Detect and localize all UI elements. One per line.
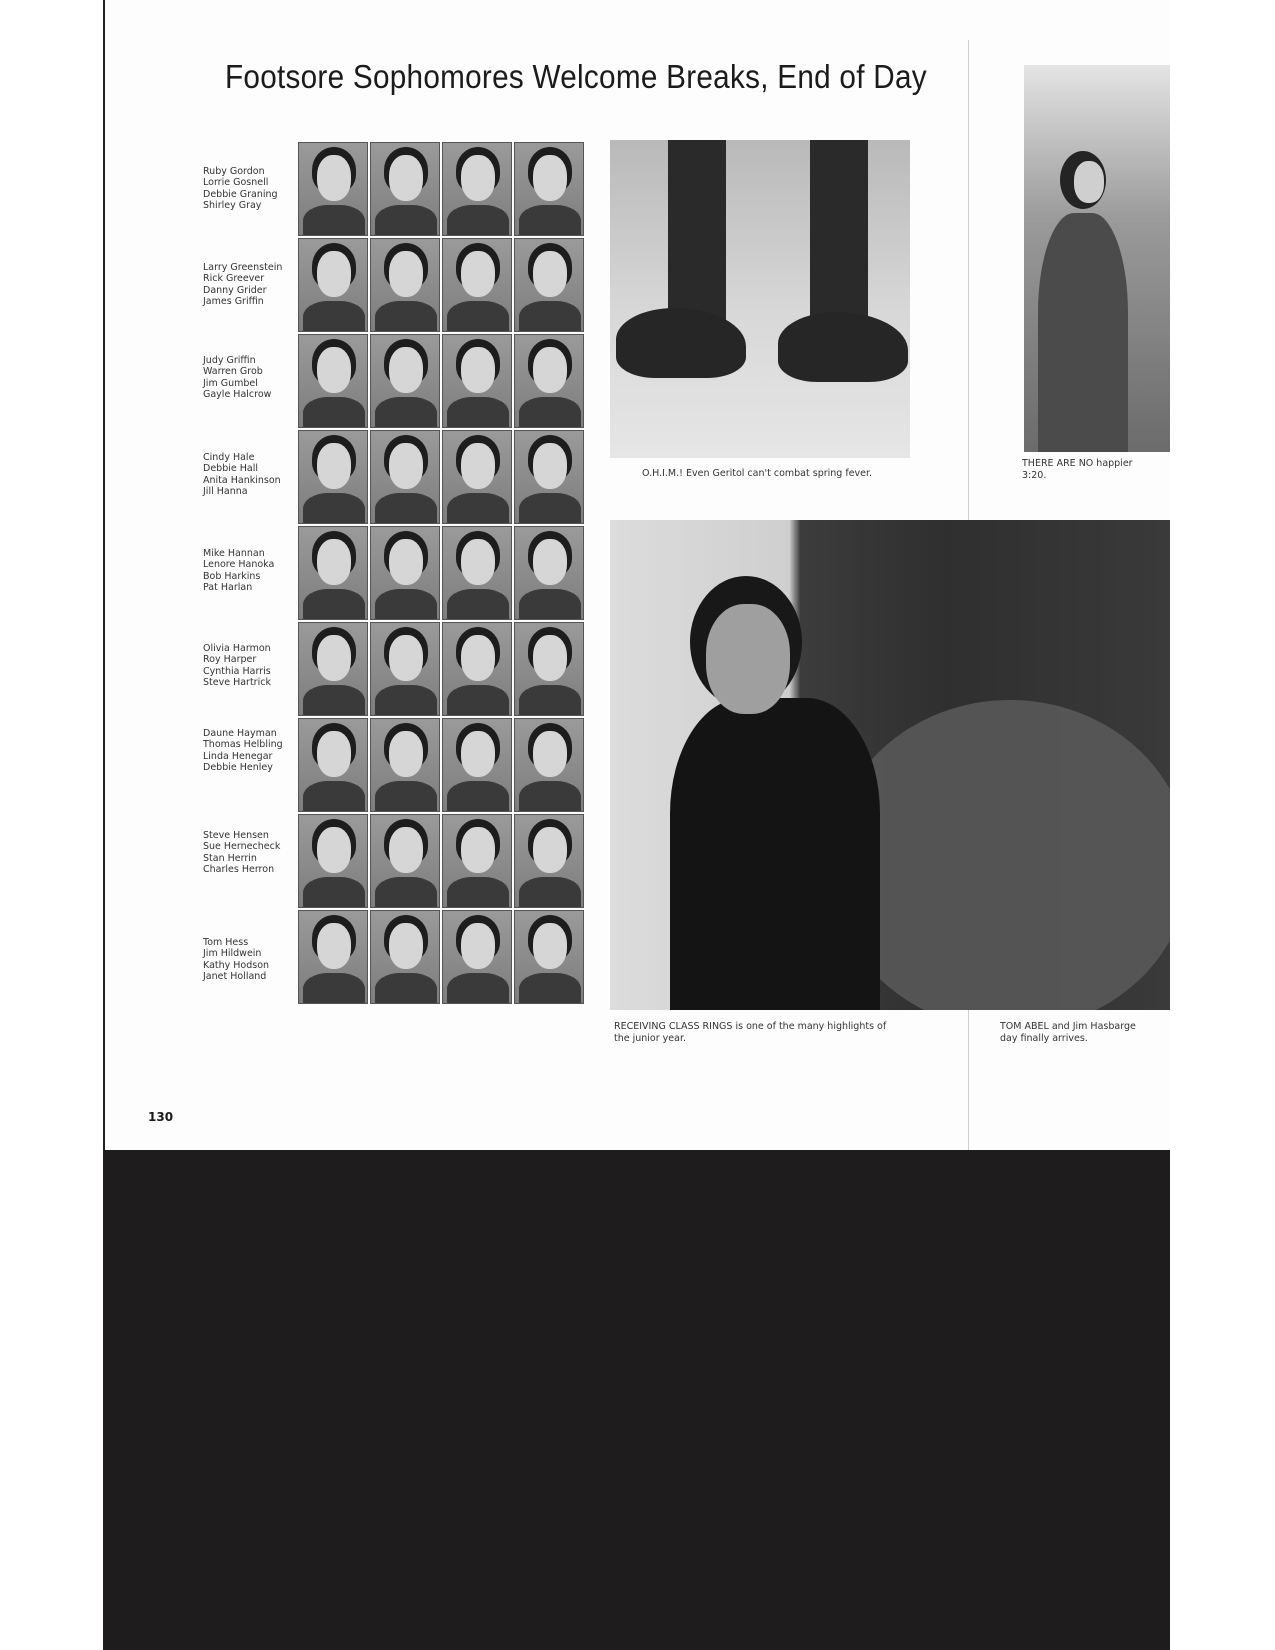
student-portrait <box>370 814 440 908</box>
student-name: Debbie Graning <box>203 188 278 200</box>
student-name: Cynthia Harris <box>203 665 271 677</box>
portrait-row <box>298 622 588 716</box>
portrait-body <box>519 973 581 1004</box>
student-portrait <box>370 910 440 1004</box>
student-name: Mike Hannan <box>203 548 265 559</box>
portrait-body <box>303 781 365 812</box>
portrait-face <box>533 539 567 585</box>
student-portrait <box>442 142 512 236</box>
student-figure <box>670 698 880 1010</box>
tom-caption-line: day finally arrives. <box>1000 1032 1088 1044</box>
woman-photo <box>1024 65 1170 452</box>
name-group <box>203 355 295 401</box>
student-name: Janet Holland <box>203 971 267 983</box>
portrait-row <box>298 910 588 1004</box>
portrait-body <box>303 685 365 716</box>
student-name: Daune Hayman <box>203 728 277 739</box>
portrait-body <box>519 781 581 812</box>
student-portrait <box>298 622 368 716</box>
student-name: Lorrie Gosnell <box>203 177 269 189</box>
portrait-face <box>461 347 495 393</box>
student-portrait <box>298 430 368 524</box>
student-name: Jim Gumbel <box>203 377 258 389</box>
name-group <box>203 452 295 498</box>
student-name: Sue Hernecheck <box>203 841 281 853</box>
student-name: Gayle Halcrow <box>203 389 272 401</box>
name-group <box>203 548 295 594</box>
student-name: Larry Greenstein <box>203 262 283 273</box>
student-name: Steve Hartrick <box>203 677 271 689</box>
student-name: Shirley Gray <box>203 200 262 212</box>
woman-figure <box>1038 213 1128 452</box>
student-portrait <box>298 142 368 236</box>
portrait-face <box>461 923 495 969</box>
student-name: Steve Hensen <box>203 830 269 841</box>
feet-photo-caption: O.H.I.M.! Even Geritol can't combat spring fever. <box>642 468 873 479</box>
student-portrait <box>514 910 584 1004</box>
portrait-row <box>298 526 588 620</box>
portrait-body <box>447 493 509 524</box>
student-portrait <box>370 430 440 524</box>
student-name: Anita Hankinson <box>203 474 281 486</box>
student-name: Linda Henegar <box>203 750 273 762</box>
student-name: Judy Griffin <box>203 355 256 366</box>
student-portrait <box>370 526 440 620</box>
portrait-body <box>447 685 509 716</box>
page-title: Footsore Sophomores Welcome Breaks, End of Day <box>225 58 927 95</box>
portrait-face <box>389 731 423 777</box>
name-group <box>203 262 295 308</box>
portrait-body <box>375 781 437 812</box>
portrait-face <box>533 251 567 297</box>
portrait-body <box>303 205 365 236</box>
portrait-face <box>461 827 495 873</box>
student-face <box>706 604 790 714</box>
student-name: Stan Herrin <box>203 852 257 864</box>
rings-photo-caption <box>614 1021 886 1044</box>
portrait-face <box>389 539 423 585</box>
portrait-face <box>389 347 423 393</box>
student-name: Warren Grob <box>203 366 263 378</box>
student-portrait <box>514 718 584 812</box>
student-portrait <box>298 814 368 908</box>
portrait-face <box>389 443 423 489</box>
portrait-face <box>389 635 423 681</box>
name-group <box>203 643 295 689</box>
portrait-face <box>389 923 423 969</box>
portrait-body <box>447 589 509 620</box>
woman-caption-line: THERE ARE NO happier <box>1022 458 1133 469</box>
portrait-face <box>317 731 351 777</box>
portrait-face <box>461 539 495 585</box>
portrait-body <box>519 301 581 332</box>
portrait-face <box>533 827 567 873</box>
portrait-face <box>533 443 567 489</box>
student-portrait <box>370 622 440 716</box>
student-name: Lenore Hanoka <box>203 559 275 571</box>
portrait-body <box>519 877 581 908</box>
portrait-row <box>298 430 588 524</box>
student-portrait <box>298 334 368 428</box>
portrait-body <box>447 973 509 1004</box>
tom-caption-line: TOM ABEL and Jim Hasbarge <box>1000 1021 1136 1032</box>
page-number: 130 <box>148 1110 174 1124</box>
portrait-body <box>375 973 437 1004</box>
blurred-foreground-figure <box>830 700 1170 1010</box>
portrait-face <box>533 923 567 969</box>
student-name: Rick Greever <box>203 273 265 285</box>
portrait-body <box>447 397 509 428</box>
portrait-face <box>461 731 495 777</box>
portrait-face <box>317 635 351 681</box>
portrait-face <box>389 827 423 873</box>
student-portrait <box>442 430 512 524</box>
rings-caption-line: RECEIVING CLASS RINGS is one of the many highlights of <box>614 1021 887 1032</box>
tom-abel-caption <box>1000 1021 1136 1044</box>
portrait-body <box>519 685 581 716</box>
student-name: Tom Hess <box>203 937 249 948</box>
name-group <box>203 728 295 774</box>
portrait-face <box>317 827 351 873</box>
portrait-body <box>375 877 437 908</box>
student-name: Roy Harper <box>203 654 257 666</box>
student-portrait <box>298 718 368 812</box>
student-portrait <box>514 238 584 332</box>
student-name: Jill Hanna <box>203 486 248 498</box>
student-portrait <box>442 238 512 332</box>
portrait-face <box>317 443 351 489</box>
student-portrait <box>442 718 512 812</box>
right-shoe <box>778 312 908 382</box>
portrait-body <box>303 589 365 620</box>
portrait-body <box>303 301 365 332</box>
student-portrait <box>370 334 440 428</box>
student-name: Charles Herron <box>203 864 275 876</box>
portrait-body <box>519 397 581 428</box>
portrait-body <box>375 685 437 716</box>
portrait-face <box>533 635 567 681</box>
portrait-face <box>533 155 567 201</box>
portrait-face <box>389 155 423 201</box>
student-portrait <box>514 814 584 908</box>
portrait-body <box>303 877 365 908</box>
portrait-row <box>298 142 588 236</box>
student-portrait <box>514 142 584 236</box>
portrait-body <box>375 397 437 428</box>
woman-photo-caption <box>1022 458 1133 481</box>
student-name: James Griffin <box>203 296 264 308</box>
name-group <box>203 937 295 983</box>
portrait-face <box>317 923 351 969</box>
student-name: Pat Harlan <box>203 582 253 594</box>
portrait-body <box>447 877 509 908</box>
class-rings-photo <box>610 520 1170 1010</box>
portrait-face <box>317 251 351 297</box>
student-name: Debbie Henley <box>203 762 273 774</box>
portrait-body <box>375 301 437 332</box>
name-group <box>203 166 295 212</box>
woman-face <box>1074 161 1104 203</box>
student-name: Jim Hildwein <box>203 948 262 960</box>
feet-photo <box>610 140 910 458</box>
portrait-body <box>447 781 509 812</box>
left-shoe <box>616 308 746 378</box>
portrait-face <box>389 251 423 297</box>
portrait-face <box>317 539 351 585</box>
student-portrait <box>514 526 584 620</box>
student-portrait <box>370 718 440 812</box>
rings-caption-line: the junior year. <box>614 1032 687 1044</box>
portrait-body <box>303 397 365 428</box>
portrait-face <box>533 731 567 777</box>
student-name: Kathy Hodson <box>203 959 270 971</box>
student-name: Thomas Helbling <box>203 739 283 751</box>
portrait-body <box>447 205 509 236</box>
portrait-body <box>375 493 437 524</box>
student-name: Danny Grider <box>203 284 267 296</box>
portrait-body <box>447 301 509 332</box>
portrait-face <box>533 347 567 393</box>
portrait-body <box>519 589 581 620</box>
student-name: Olivia Harmon <box>203 643 271 654</box>
portrait-body <box>303 493 365 524</box>
student-portrait <box>298 526 368 620</box>
student-portrait <box>514 622 584 716</box>
student-portrait <box>442 814 512 908</box>
portrait-body <box>519 493 581 524</box>
student-portrait <box>442 526 512 620</box>
portrait-row <box>298 814 588 908</box>
portrait-row <box>298 334 588 428</box>
portrait-face <box>461 443 495 489</box>
name-group <box>203 830 295 876</box>
student-portrait <box>442 334 512 428</box>
student-name: Bob Harkins <box>203 570 261 582</box>
portrait-face <box>317 347 351 393</box>
portrait-body <box>375 589 437 620</box>
student-portrait <box>298 238 368 332</box>
portrait-face <box>461 635 495 681</box>
scan-background <box>103 1150 1170 1650</box>
student-portrait <box>370 142 440 236</box>
portrait-face <box>461 251 495 297</box>
portrait-face <box>461 155 495 201</box>
portrait-row <box>298 718 588 812</box>
portrait-body <box>303 973 365 1004</box>
student-name: Ruby Gordon <box>203 166 265 177</box>
portrait-row <box>298 238 588 332</box>
student-portrait <box>442 910 512 1004</box>
student-portrait <box>514 334 584 428</box>
student-portrait <box>442 622 512 716</box>
student-portrait <box>370 238 440 332</box>
student-name: Debbie Hall <box>203 463 258 475</box>
woman-caption-line: 3:20. <box>1022 469 1047 481</box>
student-name: Cindy Hale <box>203 452 255 463</box>
student-portrait <box>298 910 368 1004</box>
student-portrait <box>514 430 584 524</box>
portrait-face <box>317 155 351 201</box>
portrait-body <box>519 205 581 236</box>
portrait-body <box>375 205 437 236</box>
